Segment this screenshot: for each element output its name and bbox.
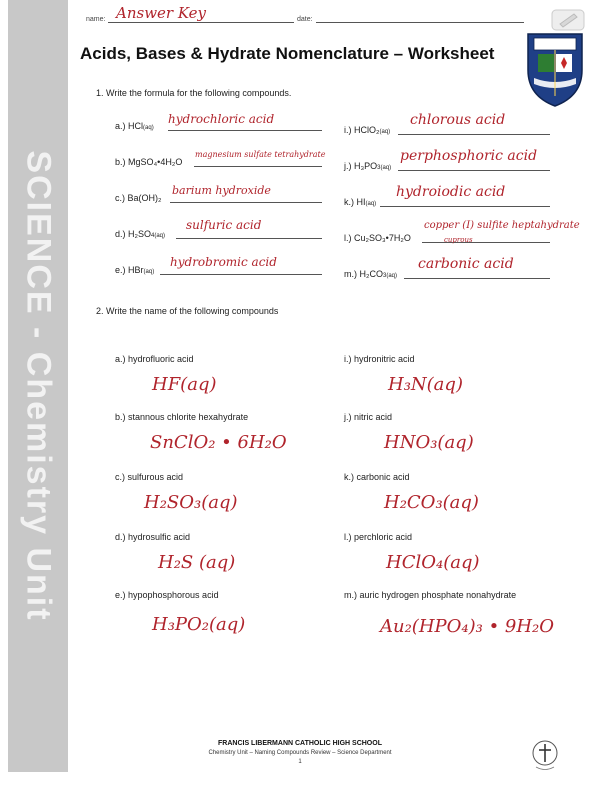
section2-prompt: 2. Write the name of the following compounds [96, 306, 279, 316]
item-sub: 4(aq) [151, 233, 166, 239]
sidebar-title: SCIENCE - Chemistry Unit [19, 150, 58, 622]
item-label: m.) H₂CO [344, 269, 383, 279]
item-sub: 3(aq) [377, 165, 392, 171]
item-label: c.) Ba(OH)₂ [115, 193, 162, 203]
footer-subtitle: Chemistry Unit – Naming Compounds Review – Science Department [208, 750, 392, 756]
answer-text: sulfuric acid [186, 218, 262, 232]
item-label: k.) carbonic acid [344, 472, 410, 482]
answer-line [168, 130, 322, 131]
answer-line [398, 170, 550, 171]
item-label: b.) stannous chlorite hexahydrate [115, 412, 249, 422]
answer-line [160, 274, 322, 275]
answer-line [380, 206, 550, 207]
answer-text: perphosphoric acid [400, 148, 538, 164]
item-sub: (aq) [365, 201, 377, 207]
item-label: i.) HClO₂ [344, 125, 380, 135]
footer-school: FRANCIS LIBERMANN CATHOLIC HIGH SCHOOL [218, 740, 382, 747]
answer-line [404, 278, 550, 279]
page-title: Acids, Bases & Hydrate Nomenclature – Worksheet [80, 44, 495, 63]
item-label: i.) hydronitric acid [344, 354, 415, 364]
name-label: name: [86, 16, 106, 23]
item-label: d.) H₂SO [115, 229, 151, 239]
answer-text: copper (I) sulfite heptahydrate [424, 220, 580, 231]
school-crest-icon [520, 26, 590, 108]
answer-text: hydrobromic acid [170, 255, 277, 269]
answer-formula: HNO₃(aq) [384, 432, 474, 453]
sidebar-title-wrap [8, 0, 68, 772]
item-label: a.) HCl [115, 121, 144, 131]
item-label: e.) hypophosphorous acid [115, 590, 219, 600]
item-label: c.) sulfurous acid [115, 472, 184, 482]
answer-text: magnesium sulfate tetrahydrate [195, 150, 326, 159]
list-item [115, 188, 162, 206]
item-label: b.) MgSO₄•4H₂O [115, 157, 183, 167]
date-line [316, 22, 524, 23]
item-sub: (aq) [379, 129, 391, 135]
item-label: j.) H₃PO [344, 161, 378, 171]
section1-prompt: 1. Write the formula for the following compounds. [96, 88, 292, 98]
answer-formula: Au₂(HPO₄)₃ • 9H₂O [380, 616, 555, 637]
answer-formula: H₂SO₃(aq) [144, 492, 238, 513]
answer-formula: H₃N(aq) [388, 374, 463, 395]
answer-line [176, 238, 322, 239]
list-item [115, 260, 154, 278]
answer-note: cuprous [444, 236, 473, 244]
answer-line [170, 202, 322, 203]
answer-text: carbonic acid [418, 256, 514, 272]
list-item [344, 120, 390, 138]
list-item [115, 116, 154, 134]
item-label: d.) hydrosulfic acid [115, 532, 191, 542]
item-label: l.) Cu₂SO₃•7H₂O [344, 233, 411, 243]
item-label: e.) HBr [115, 265, 144, 275]
list-item [344, 156, 391, 174]
list-item [344, 228, 411, 246]
name-value: Answer Key [116, 4, 206, 22]
answer-formula: HF(aq) [152, 374, 217, 395]
answer-line [422, 242, 550, 243]
item-label: k.) HI [344, 197, 366, 207]
answer-formula: HClO₄(aq) [386, 552, 480, 573]
list-item [344, 264, 397, 282]
answer-text: hydroiodic acid [396, 184, 506, 200]
item-label: m.) auric hydrogen phosphate nonahydrate [344, 590, 517, 600]
item-label: j.) nitric acid [344, 412, 393, 422]
item-sub: (aq) [143, 269, 155, 275]
answer-formula: SnClO₂ • 6H₂O [150, 432, 287, 453]
date-label: date: [297, 16, 313, 23]
item-label: a.) hydrofluoric acid [115, 354, 194, 364]
item-label: l.) perchloric acid [344, 532, 413, 542]
answer-formula: H₂CO₃(aq) [384, 492, 479, 513]
answer-text: chlorous acid [410, 112, 506, 128]
list-item [344, 192, 376, 210]
list-item [115, 152, 182, 170]
item-sub: 3(aq) [383, 273, 398, 279]
answer-formula: H₂S (aq) [158, 552, 236, 573]
sidebar-band [8, 0, 68, 772]
answer-line [398, 134, 550, 135]
item-sub: (aq) [143, 125, 154, 131]
school-board-logo-icon [530, 738, 560, 774]
page-number: 1 [298, 759, 302, 765]
list-item [115, 224, 165, 242]
name-line [108, 22, 294, 23]
answer-text: barium hydroxide [172, 184, 271, 197]
answer-text: hydrochloric acid [168, 112, 275, 126]
answer-line [194, 166, 322, 167]
answer-formula: H₃PO₂(aq) [152, 614, 246, 635]
